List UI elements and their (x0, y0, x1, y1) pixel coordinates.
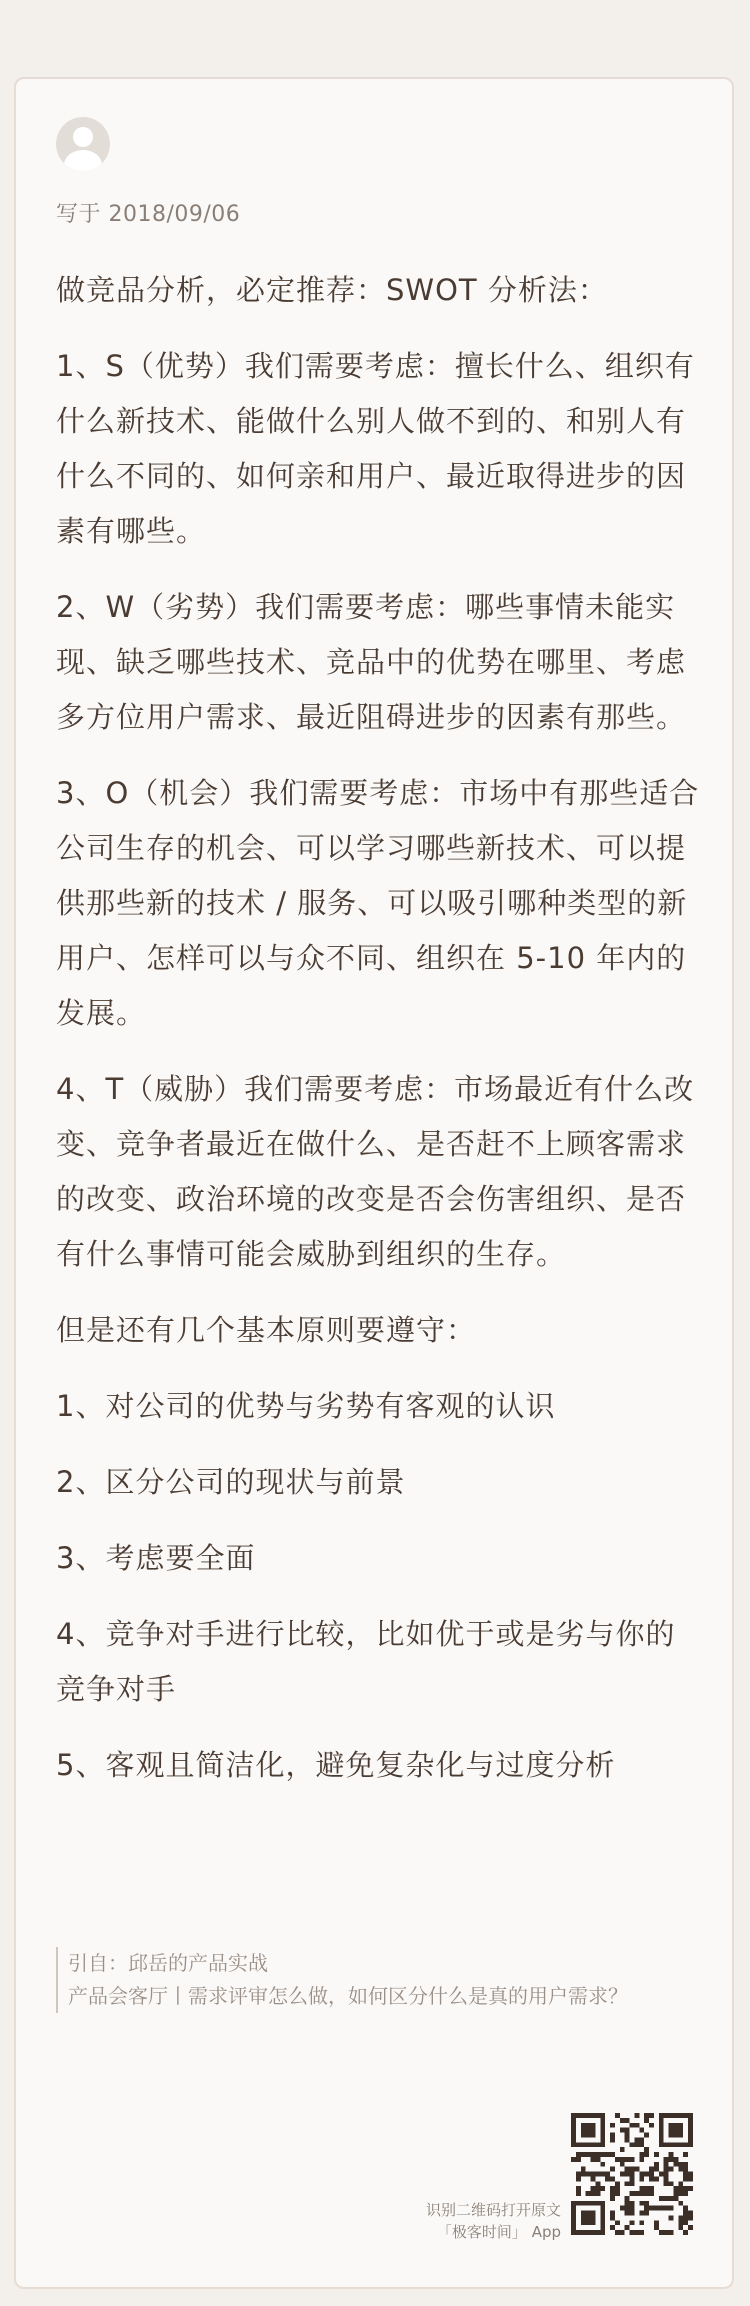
qr-caption (346, 2199, 561, 2243)
quote-title: 产品会客厅丨需求评审怎么做，如何区分什么是真的用户需求？ (68, 1984, 628, 2008)
paragraph-opportunities: 3、O（机会）我们需要考虑：市场中有那些适合公司生存的机会、可以学习哪些新技术、可以提供那些新的技术 / 服务、可以吸引哪种类型的新用户、怎样可以与众不同、组织在 5-10 年内的发展。 (56, 776, 700, 1030)
note-card (14, 77, 734, 2289)
paragraph-weaknesses: 2、W（劣势）我们需要考虑：哪些事情未能实现、缺乏哪些技术、竞品中的优势在哪里、考虑多方位用户需求、最近阻碍进步的因素有那些。 (56, 590, 687, 734)
avatar[interactable] (56, 117, 110, 171)
quote-block[interactable] (56, 1947, 704, 2013)
avatar-head-icon (73, 127, 93, 147)
quote-source: 引自：邱岳的产品实战 (68, 1951, 268, 1975)
post-content (56, 263, 704, 1814)
principle-item: 3、考虑要全面 (56, 1541, 256, 1575)
qr-caption-line1: 识别二维码打开原文 (425, 2201, 561, 2219)
qr-code-icon (571, 2113, 693, 2235)
principle-item: 2、区分公司的现状与前景 (56, 1465, 406, 1499)
avatar-body-icon (64, 150, 102, 171)
paragraph-threats: 4、T（威胁）我们需要考虑：市场最近有什么改变、竞争者最近在做什么、是否赶不上顾客需求的改变、政治环境的改变是否会伤害组织、是否有什么事情可能会威胁到组织的生存。 (56, 1072, 695, 1271)
principle-item: 1、对公司的优势与劣势有客观的认识 (56, 1389, 556, 1423)
post-date: 写于 2018/09/06 (56, 202, 241, 227)
principle-item: 5、客观且简洁化，避免复杂化与过度分析 (56, 1748, 616, 1782)
paragraph-strengths: 1、S（优势）我们需要考虑：擅长什么、组织有什么新技术、能做什么别人做不到的、和别人有什么不同的、如何亲和用户、最近取得进步的因素有哪些。 (56, 349, 695, 548)
principle-item: 4、竞争对手进行比较，比如优于或是劣与你的竞争对手 (56, 1617, 676, 1706)
paragraph-principles-heading: 但是还有几个基本原则要遵守： (56, 1313, 477, 1347)
paragraph-intro: 做竞品分析，必定推荐：SWOT 分析法： (56, 273, 608, 307)
qr-caption-line2: 「极客时间」 App (436, 2223, 561, 2241)
